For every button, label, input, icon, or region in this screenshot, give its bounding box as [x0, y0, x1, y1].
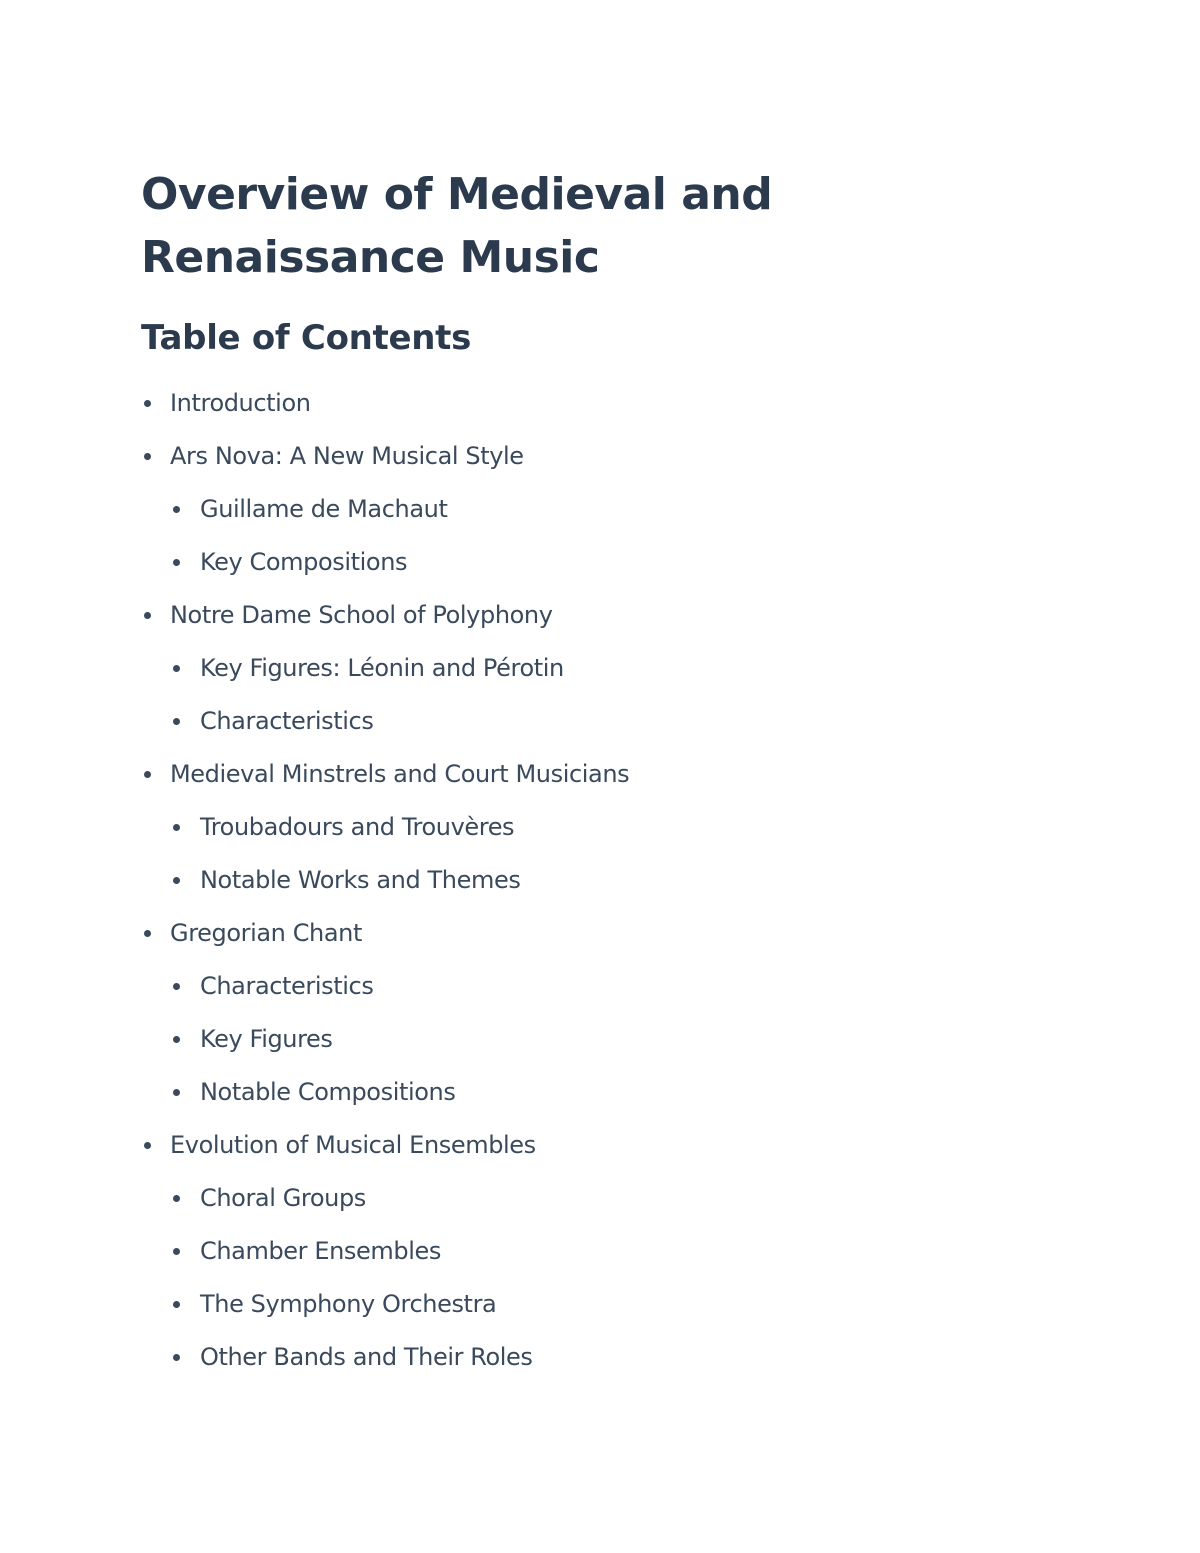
- toc-item[interactable]: [141, 750, 1081, 803]
- bullet-icon: [173, 506, 180, 513]
- toc-subitem[interactable]: [141, 644, 1081, 697]
- bullet-icon: [173, 1354, 180, 1361]
- toc-item-label: Choral Groups: [200, 1184, 366, 1212]
- toc-item-label: Notable Compositions: [200, 1078, 456, 1106]
- bullet-icon: [144, 612, 151, 619]
- toc-item-label: Troubadours and Trouvères: [200, 813, 515, 841]
- toc-subitem[interactable]: [141, 1068, 1081, 1121]
- toc-subitem[interactable]: [141, 485, 1081, 538]
- bullet-icon: [144, 453, 151, 460]
- toc-item-label: Key Figures: [200, 1025, 333, 1053]
- toc-item[interactable]: [141, 909, 1081, 962]
- bullet-icon: [173, 559, 180, 566]
- toc-item-label: Key Figures: Léonin and Pérotin: [200, 654, 564, 682]
- toc-item-label: Ars Nova: A New Musical Style: [170, 442, 524, 470]
- toc-subitem[interactable]: [141, 697, 1081, 750]
- toc-subitem[interactable]: [141, 1333, 1081, 1386]
- toc-item-label: Introduction: [170, 389, 311, 417]
- bullet-icon: [173, 665, 180, 672]
- document-page: [141, 163, 1081, 1386]
- bullet-icon: [173, 1089, 180, 1096]
- toc-item[interactable]: [141, 1121, 1081, 1174]
- bullet-icon: [173, 1301, 180, 1308]
- toc-item-label: Key Compositions: [200, 548, 408, 576]
- bullet-icon: [144, 771, 151, 778]
- bullet-icon: [144, 400, 151, 407]
- bullet-icon: [173, 718, 180, 725]
- toc-subitem[interactable]: [141, 803, 1081, 856]
- toc-item-label: Characteristics: [200, 707, 374, 735]
- toc-subitem[interactable]: [141, 1174, 1081, 1227]
- toc-item-label: Notre Dame School of Polyphony: [170, 601, 553, 629]
- bullet-icon: [173, 983, 180, 990]
- toc-subitem[interactable]: [141, 1227, 1081, 1280]
- bullet-icon: [173, 1036, 180, 1043]
- toc-subitem[interactable]: [141, 1280, 1081, 1333]
- toc-item[interactable]: [141, 432, 1081, 485]
- document-title: Overview of Medieval and Renaissance Music: [141, 169, 773, 283]
- bullet-icon: [173, 824, 180, 831]
- toc-item-label: Other Bands and Their Roles: [200, 1343, 533, 1371]
- toc-subitem[interactable]: [141, 538, 1081, 591]
- toc-item-label: Characteristics: [200, 972, 374, 1000]
- bullet-icon: [173, 1248, 180, 1255]
- toc-heading: Table of Contents: [141, 318, 472, 358]
- toc-item[interactable]: [141, 591, 1081, 644]
- toc-item[interactable]: [141, 379, 1081, 432]
- bullet-icon: [144, 1142, 151, 1149]
- toc-item-label: The Symphony Orchestra: [200, 1290, 497, 1318]
- bullet-icon: [173, 877, 180, 884]
- table-of-contents: [141, 379, 1081, 1386]
- toc-item-label: Gregorian Chant: [170, 919, 363, 947]
- toc-subitem[interactable]: [141, 962, 1081, 1015]
- toc-item-label: Evolution of Musical Ensembles: [170, 1131, 536, 1159]
- toc-item-label: Guillame de Machaut: [200, 495, 448, 523]
- toc-item-label: Medieval Minstrels and Court Musicians: [170, 760, 630, 788]
- toc-item-label: Chamber Ensembles: [200, 1237, 441, 1265]
- bullet-icon: [173, 1195, 180, 1202]
- toc-subitem[interactable]: [141, 856, 1081, 909]
- toc-subitem[interactable]: [141, 1015, 1081, 1068]
- toc-item-label: Notable Works and Themes: [200, 866, 521, 894]
- bullet-icon: [144, 930, 151, 937]
